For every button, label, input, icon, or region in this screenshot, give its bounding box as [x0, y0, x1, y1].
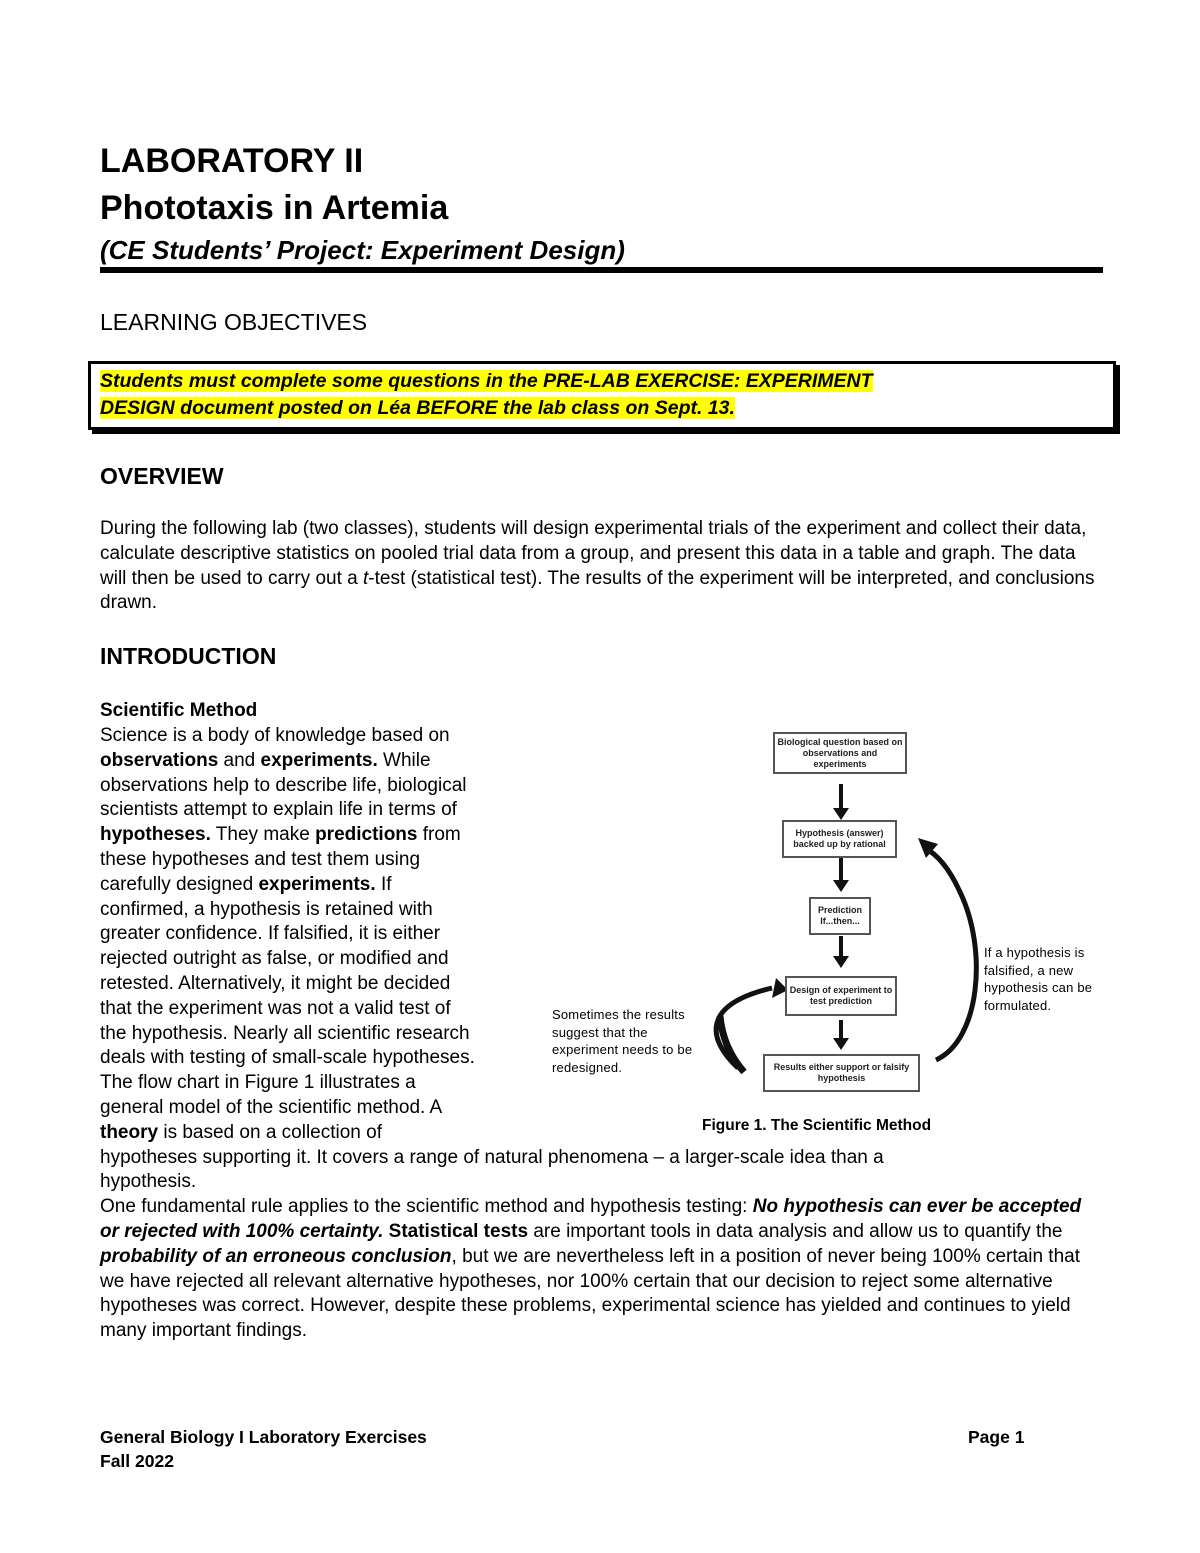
- page-number: Page 1: [968, 1427, 1025, 1447]
- scientific-method-subheading: Scientific Method: [100, 700, 258, 721]
- text: If: [375, 873, 392, 895]
- text: from: [417, 824, 461, 846]
- intro-line: deals with testing of small-scale hypotheses.: [100, 1047, 475, 1069]
- text: are important tools in data analysis and allow us to quantify the: [528, 1220, 1063, 1242]
- text: , but we are nevertheless left in a position of never being 100% certain that we have rejected all relevant alternative hypotheses, nor 100% certain that our decision to reject some alternative hypotheses was correct. However, despite these problems, experimental science has yielded and continues to yield many important findings.: [100, 1245, 1080, 1342]
- title-line-2: Phototaxis in Artemia: [100, 189, 449, 227]
- text: carefully designed: [100, 873, 259, 895]
- intro-line: The flow chart in Figure 1 illustrates a: [100, 1072, 416, 1094]
- intro-line: greater confidence. If falsified, it is either: [100, 923, 441, 945]
- note-redesign: [552, 1006, 692, 1076]
- note-line: experiment needs to be: [552, 1042, 693, 1057]
- intro-line: retested. Alternatively, it might be decided: [100, 972, 451, 994]
- bold-term: experiments.: [260, 749, 378, 771]
- notice-line-1: Students must complete some questions in the PRE-LAB EXERCISE: EXPERIMENT: [100, 370, 873, 392]
- overview-heading: OVERVIEW: [100, 463, 224, 489]
- note-new-hypothesis: [984, 944, 1092, 1014]
- flowchart-box-design: Design of experiment to test prediction: [785, 976, 897, 1016]
- text: and: [218, 749, 261, 771]
- intro-line: rejected outright as false, or modified and: [100, 948, 449, 970]
- text: One fundamental rule applies to the scientific method and hypothesis testing:: [100, 1196, 753, 1218]
- note-line: redesigned.: [552, 1059, 623, 1075]
- note-line: hypothesis can be: [984, 980, 1093, 995]
- overview-text-1: During the following lab (two classes), students will design experimental trials of the experiment and collect their data, calculate descriptive statistics on pooled trial data from a group, and present this data in a table and graph. The data will then be used to carry out a: [100, 518, 1087, 589]
- intro-line: hypothesis.: [100, 1171, 197, 1193]
- text: While: [377, 749, 431, 771]
- intro-line: that the experiment was not a valid test of: [100, 997, 451, 1019]
- note-line: formulated.: [984, 997, 1052, 1013]
- bold-term: hypotheses.: [100, 824, 211, 846]
- intro-line: hypotheses supporting it. It covers a range of natural phenomena – a larger-scale idea than a: [100, 1146, 884, 1168]
- overview-paragraph: [100, 517, 1100, 616]
- title-line-1: LABORATORY II: [100, 142, 364, 180]
- learning-objectives-heading: LEARNING OBJECTIVES: [100, 309, 368, 335]
- intro-line: general model of the scientific method. A: [100, 1096, 443, 1118]
- flowchart-box-results: Results either support or falsify hypothesis: [763, 1054, 920, 1092]
- bold-italic-term: No hypothesis can ever be accepted or rejected with 100% certainty.: [100, 1196, 1082, 1242]
- flowchart-box-prediction: Prediction If...then...: [809, 897, 871, 935]
- introduction-heading: INTRODUCTION: [100, 643, 277, 669]
- overview-text-italic: t: [362, 567, 369, 589]
- figure-caption: Figure 1. The Scientific Method: [702, 1117, 932, 1134]
- bold-term: experiments.: [258, 873, 376, 895]
- subtitle: (CE Students’ Project: Experiment Design): [100, 235, 625, 265]
- bold-term: theory: [100, 1121, 159, 1143]
- bold-term: predictions: [315, 824, 418, 846]
- bold-italic-term: probability of an erroneous conclusion: [100, 1245, 452, 1267]
- flowchart-box-question: Biological question based on observations and experiments: [773, 732, 907, 774]
- intro-line: the hypothesis. Nearly all scientific research: [100, 1022, 470, 1044]
- notice-line-2: DESIGN document posted on Léa BEFORE the lab class on Sept. 13.: [100, 397, 735, 419]
- intro-line: confirmed, a hypothesis is retained with: [100, 898, 433, 920]
- notice-text: [100, 368, 873, 422]
- footer-term: Fall 2022: [100, 1451, 174, 1471]
- overview-text-2: -test (statistical test). The results of the experiment will be interpreted, and conclusions drawn.: [100, 567, 1095, 614]
- note-line: suggest that the: [552, 1024, 648, 1040]
- footer-course: General Biology I Laboratory Exercises: [100, 1427, 427, 1447]
- introduction-paragraph-2: [100, 1195, 1100, 1344]
- intro-line: these hypotheses and test them using: [100, 848, 421, 870]
- flowchart-box-hypothesis: Hypothesis (answer) backed up by rational: [782, 820, 897, 858]
- note-line: falsified, a new: [984, 962, 1074, 978]
- intro-line: scientists attempt to explain life in terms of: [100, 799, 457, 821]
- note-line: Sometimes the results: [552, 1007, 685, 1022]
- text: is based on a collection of: [158, 1121, 382, 1143]
- intro-line: observations help to describe life, biological: [100, 774, 467, 796]
- intro-line: Science is a body of knowledge based on: [100, 725, 450, 746]
- text: They make: [210, 824, 316, 846]
- footer-left: [100, 1425, 427, 1473]
- bold-term: Statistical tests: [388, 1220, 529, 1242]
- title-rule: [100, 267, 1103, 273]
- intro-line: [100, 1121, 1100, 1146]
- note-line: If a hypothesis is: [984, 945, 1085, 960]
- bold-term: observations: [100, 749, 219, 771]
